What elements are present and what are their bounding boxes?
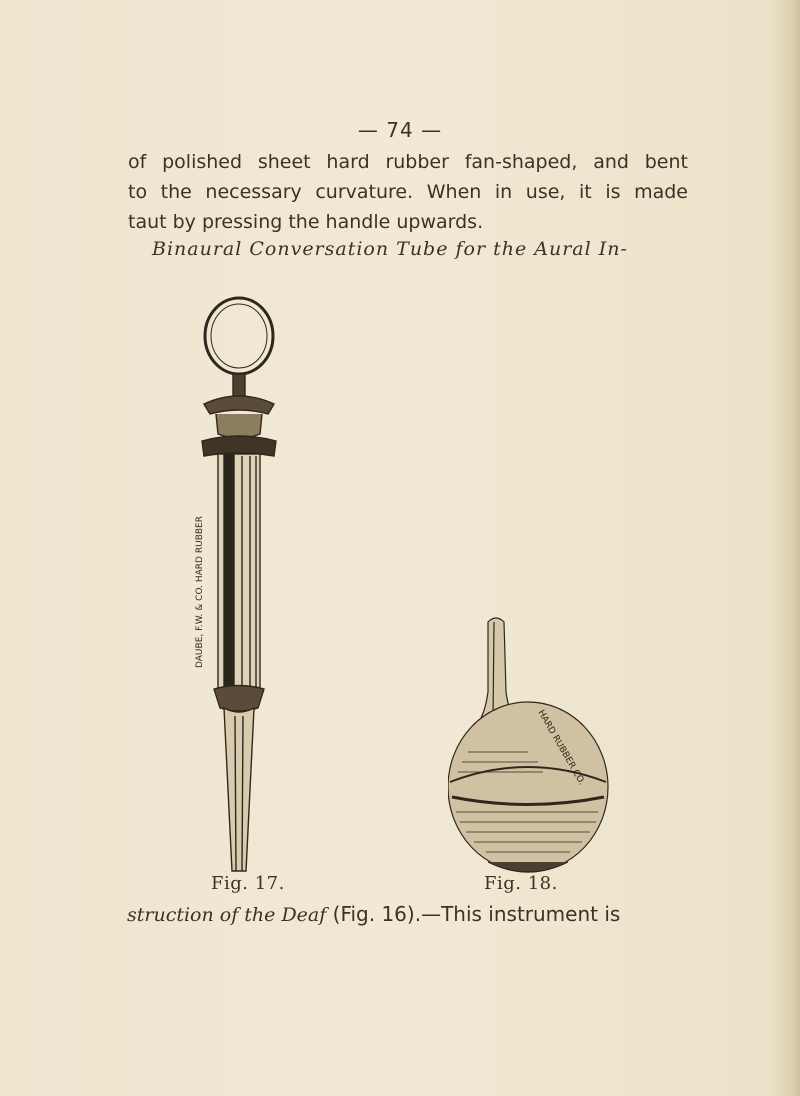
section-title: Binaural Conversation Tube for the Aural In- — [152, 238, 628, 260]
engraving-text: HARD RUBBER CO. — [535, 708, 587, 787]
paragraph-line: to the necessary curvature. When in use, it is made — [128, 181, 688, 203]
engraving-text: DAUBE, F.W. & CO. HARD RUBBER — [195, 516, 205, 668]
page-number: — 74 — — [357, 118, 443, 142]
body-paragraph — [128, 147, 688, 237]
paragraph-line: taut by pressing the handle upwards. — [128, 211, 484, 233]
continuation-line — [127, 902, 692, 926]
figure-17-label: Fig. 17. — [211, 873, 285, 894]
paragraph-line: of polished sheet hard rubber fan-shaped, and bent — [128, 151, 688, 173]
rubber-bulb-illustration — [448, 612, 618, 892]
figure-18-label: Fig. 18. — [484, 873, 558, 894]
continuation-rest: (Fig. 16).—This instrument is — [326, 902, 621, 926]
continuation-italic: struction of the Deaf — [127, 904, 327, 926]
syringe-illustration — [194, 296, 284, 876]
